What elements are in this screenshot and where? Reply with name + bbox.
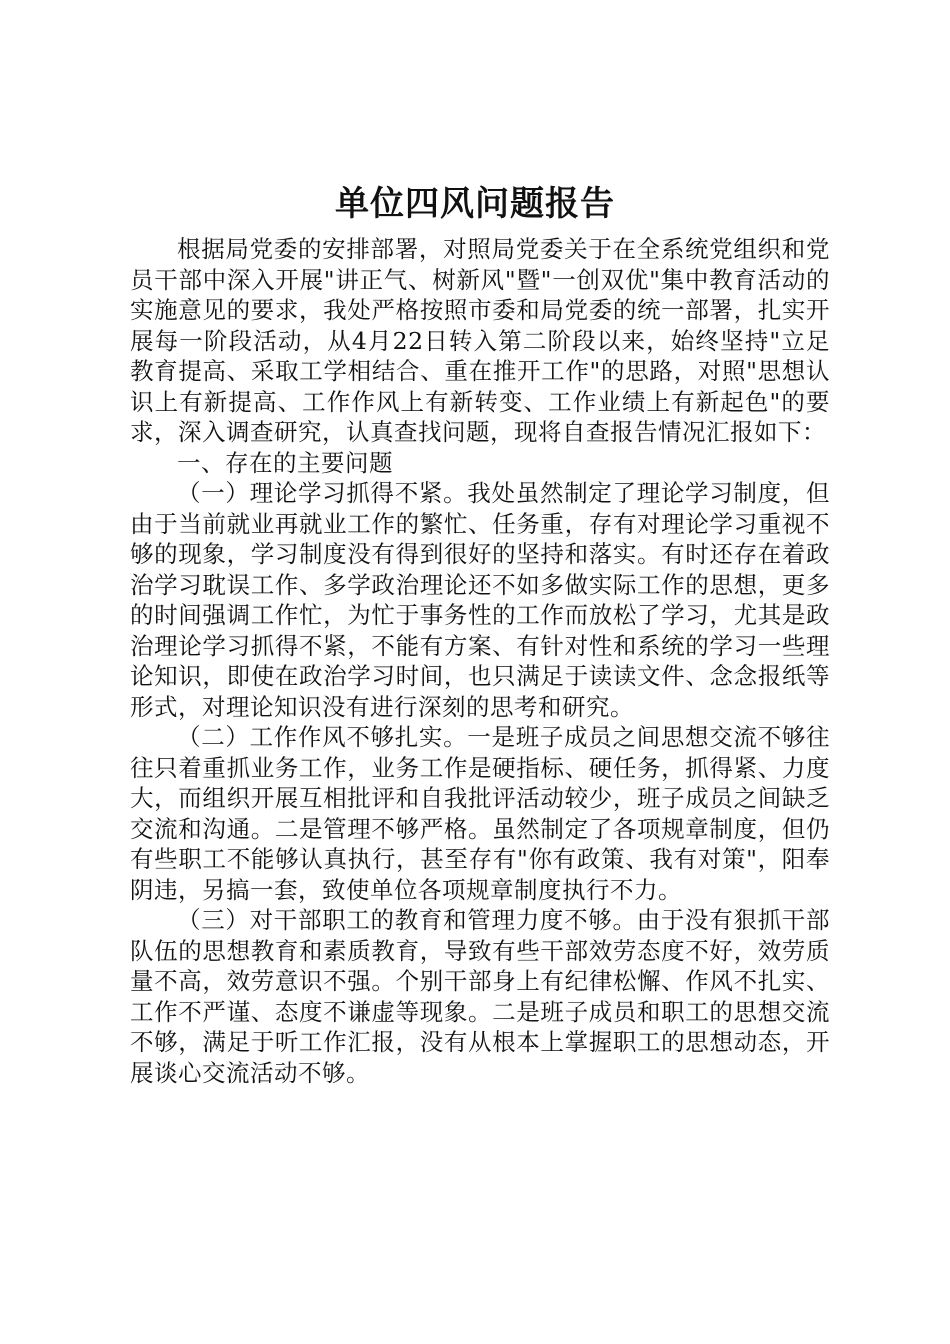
issue-paragraph-3: （三）对干部职工的教育和管理力度不够。由于没有狠抓干部队伍的思想教育和素质教育，导致有些干部效劳态度不好，效劳质量不高，效劳意识不强。个别干部身上有纪律松懈、作风不扎实、工作不严谨、态度不谦虚等现象。二是班子成员和职工的思想交流不够，满足于听工作汇报，没有从根本上掌握职工的思想动态，开展谈心交流活动不够。 [130, 906, 830, 1087]
issue-paragraph-2: （二）工作作风不够扎实。一是班子成员之间思想交流不够往往只着重抓业务工作，业务工作是硬指标、硬任务，抓得紧、力度大，而组织开展互相批评和自我批评活动较少，班子成员之间缺乏交流和沟通。二是管理不够严格。虽然制定了各项规章制度，但仍有些职工不能够认真执行，甚至存有"你有政策、我有对策"，阳奉阴违，另搞一套，致使单位各项规章制度执行不力。 [130, 723, 830, 904]
intro-paragraph: 根据局党委的安排部署，对照局党委关于在全系统党组织和党员干部中深入开展"讲正气、树新风"暨"一创双优"集中教育活动的实施意见的要求，我处严格按照市委和局党委的统一部署，扎实开展每一阶段活动，从4月22日转入第二阶段以来，始终坚持"立足教育提高、采取工学相结合、重在推开工作"的思路，对照"思想认识上有新提高、工作作风上有新转变、工作业绩上有新起色"的要求，深入调查研究，认真查找问题，现将自查报告情况汇报如下： [130, 235, 830, 446]
document-title: 单位四风问题报告 [335, 184, 615, 224]
section-heading: 一、存在的主要问题 [177, 448, 393, 477]
document-body [130, 234, 830, 1088]
issue-paragraph-1: （一）理论学习抓得不紧。我处虽然制定了理论学习制度，但由于当前就业再就业工作的繁忙、任务重，存有对理论学习重视不够的现象，学习制度没有得到很好的坚持和落实。有时还存在着政治学习耽误工作、多学政治理论还不如多做实际工作的思想，更多的时间强调工作忙，为忙于事务性的工作而放松了学习，尤其是政治理论学习抓得不紧，不能有方案、有针对性和系统的学习一些理论知识，即使在政治学习时间，也只满足于读读文件、念念报纸等形式，对理论知识没有进行深刻的思考和研究。 [130, 479, 830, 721]
